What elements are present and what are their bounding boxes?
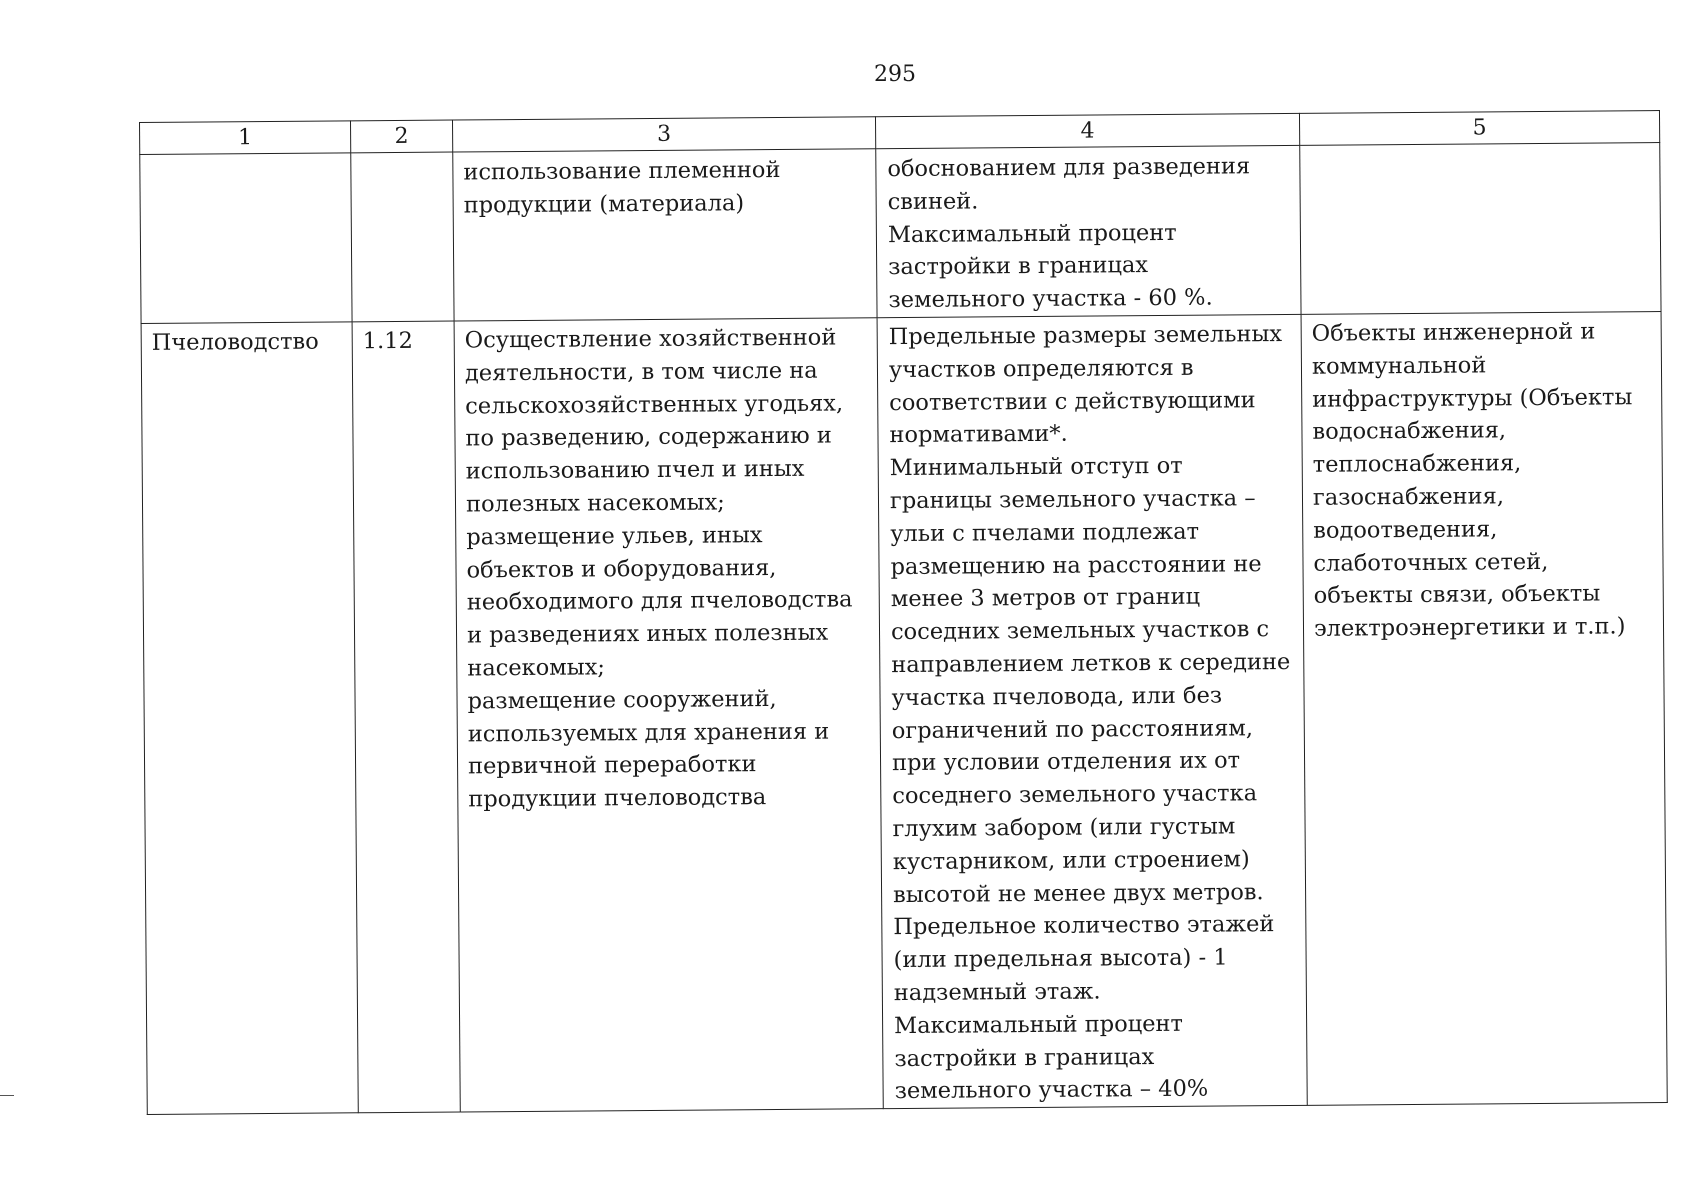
column-header-1: 1: [140, 121, 351, 155]
table-cell-use-name: Пчеловодство: [141, 322, 358, 1115]
page-number: 295: [874, 62, 916, 87]
table-cell-auxiliary-uses: Объекты инженерной и коммунальной инфраструктуры (Объекты водоснабжения, теплоснабжения, газоснабжения, водоотведения, слаботочных сетей, объекты связи, объекты электроэнергетики и т.п.): [1301, 312, 1667, 1106]
table-cell-use-name: [140, 153, 352, 324]
table-row: [140, 143, 1661, 324]
margin-mark: [0, 1095, 14, 1096]
regulations-table: [139, 110, 1668, 1115]
column-header-4: 4: [875, 113, 1299, 148]
column-header-5: 5: [1299, 111, 1659, 146]
column-header-3: 3: [452, 117, 875, 152]
table-cell-auxiliary-uses: [1300, 143, 1661, 315]
table-cell-parameters: обоснованием для разведения свиней. Максимальный процент застройки в границах земельного участка - 60 %.: [876, 145, 1301, 317]
table-cell-use-description: использование племенной продукции (материала): [453, 149, 877, 321]
table-cell-parameters: Предельные размеры земельных участков определяются в соответствии с действующими нормативами*. Минимальный отступ от границы земельного участка – ульи с пчелами подлежат размещению на расстоянии не менее 3 метров от границ соседних земельных участков с направлением летков к середине участка пчеловода, или без ограничений по расстояниям, при условии отделения их от соседнего земельного участка глухим забором (или густым кустарником, или строением) высотой не менее двух метров. Предельное количество этажей (или предельная высота) - 1 надземный этаж. Максимальный процент застройки в границах земельного участка – 40%: [877, 314, 1307, 1108]
table-cell-use-description: Осуществление хозяйственной деятельности, в том числе на сельскохозяйственных угодьях, по разведению, содержанию и использованию пчел и иных полезных насекомых; размещение ульев, иных объектов и оборудования, необходимого для пчеловодства и разведениях иных полезных насекомых; размещение сооружений, используемых для хранения и первичной переработки продукции пчеловодства: [454, 318, 883, 1112]
column-header-2: 2: [350, 120, 452, 153]
table-cell-use-code: 1.12: [352, 321, 460, 1113]
table-row: [141, 312, 1667, 1115]
table-cell-use-code: [351, 152, 454, 322]
